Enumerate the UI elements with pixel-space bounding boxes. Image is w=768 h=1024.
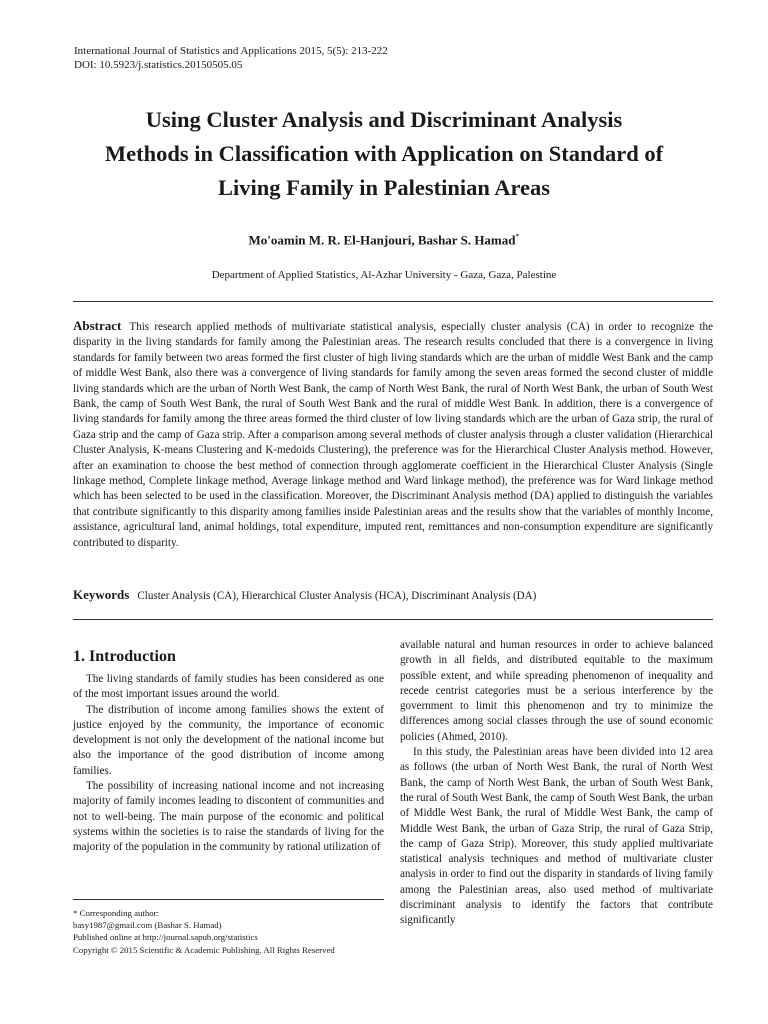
footnote-line: Published online at http://journal.sapub.org/statistics (73, 932, 258, 943)
abstract (73, 318, 713, 551)
author-list (40, 232, 728, 248)
doi-line: DOI: 10.5923/j.statistics.20150505.05 (74, 59, 243, 71)
left-column (73, 672, 384, 856)
footnote-line: basy1987@gmail.com (Bashar S. Hamad) (73, 920, 222, 931)
title-line: Living Family in Palestinian Areas (217, 175, 551, 200)
paragraph: The living standards of family studies has been considered as one of the most important issues around the world. (73, 673, 384, 701)
keywords-label: Keywords (73, 587, 130, 602)
journal-citation: International Journal of Statistics and Applications 2015, 5(5): 213-222 (74, 45, 388, 57)
affiliation: Department of Applied Statistics, Al-Azhar University - Gaza, Gaza, Palestine (211, 269, 557, 281)
paragraph: The possibility of increasing national income and not increasing majority of family incomes leading to discontent of communities and not to well-being. The main purpose of the economic and political systems within the societies is to raise the standards of living for the majority of the population in the community by rational utilization of (73, 780, 384, 854)
journal-header (74, 44, 388, 72)
paragraph: available natural and human resources in order to achieve balanced growth in all fields, and distributed equitable to the maximum possible extent, and while spreading phenomenon of inequality and recede centrist categories must be a serious interference by the government to limit this phenomenon and try to minimize the differences among social classes through the use of sound economic policies (Ahmed, 2010). (400, 639, 713, 743)
paper-title (40, 103, 728, 205)
footnotes (73, 907, 384, 956)
paragraph: In this study, the Palestinian areas have been divided into 12 area as follows (the urban of North West Bank, the rural of North West Bank, the camp of North West Bank, the urban of South West Bank, the rural of South West Bank, the camp of South West Bank, the urban of Middle West Bank, the rural of Middle West Bank, the camp of Middle West Bank, the urban of Gaza Strip, the rural of Gaza Strip, the camp of Gaza Strip). Moreover, this study applied multivariate statistical analysis techniques and method of multivariate cluster analysis in order to find out the disparity in standards of living family among the Palestinian areas, also used method of multivariate discriminant analysis to identify the factors that contribute significantly (400, 746, 713, 927)
footnote-line: Copyright © 2015 Scientific & Academic Publishing. All Rights Reserved (73, 944, 335, 955)
title-line: Methods in Classification with Application on Standard of (104, 141, 664, 166)
abstract-text: This research applied methods of multivariate statistical analysis, especially cluster analysis (CA) in order to recognize the disparity in the living standards for family among the Palestinian areas. The research results concluded that there is a convergence in living standards for family between two areas formed the first cluster of high living standards which are the urban of middle West Bank and the camp of middle West Bank, also there was a convergence of living standards for family among the seven areas formed the second cluster of middle living standards which are the urban of North West Bank, the camp of North West Bank, the rural of North West Bank, the urban of South West Bank, the camp of South West Bank, the rural of South West Bank and the rural of middle West Bank. In addition, there is a convergence of living standards for family among the three areas formed the third cluster of low living standards which are the urban of Gaza strip, the rural of Gaza strip and the camp of Gaza strip. After a comparison among several methods of cluster analysis through a cluster validation (Hierarchical Cluster Analysis, K-means Clustering and K-medoids Clustering), the preference was for the Hierarchical Cluster Analysis method. However, after an examination to choose the best method of connection through agglomerate coefficient in the Hierarchical Cluster Analysis (Single linkage method, Complete linkage method, Average linkage method and Ward linkage method), the preference was for Ward linkage method which has been selected to be used in the classification. Moreover, the Discriminant Analysis method (DA) applied to distinguish the variables that contribute significantly to this disparity among families inside Palestinian areas and the results show that the variables of monthly Income, assistance, agricultural land, animal holdings, total expenditure, imputed rent, remittances and non-consumption expenditure are significantly contributed to disparity. (73, 321, 713, 549)
divider (73, 301, 713, 302)
keywords-text: Cluster Analysis (CA), Hierarchical Cluster Analysis (HCA), Discriminant Analysis (DA) (137, 590, 537, 602)
footnote-line: * Corresponding author: (73, 908, 160, 918)
divider (73, 619, 713, 620)
corresponding-author-mark: * (515, 232, 520, 241)
keywords (73, 587, 713, 603)
paragraph: The distribution of income among families shows the extent of justice enjoyed by the community, the importance of economic development is not only the development of the national income but also the importance of the good distribution of income among families. (73, 703, 384, 777)
right-column (400, 638, 713, 929)
title-line: Using Cluster Analysis and Discriminant Analysis (145, 107, 623, 132)
abstract-label: Abstract (73, 318, 122, 333)
footnote-divider (73, 899, 384, 900)
authors-text: Mo'oamin M. R. El-Hanjouri, Bashar S. Hamad (248, 232, 516, 248)
section-heading: 1. Introduction (73, 648, 176, 665)
